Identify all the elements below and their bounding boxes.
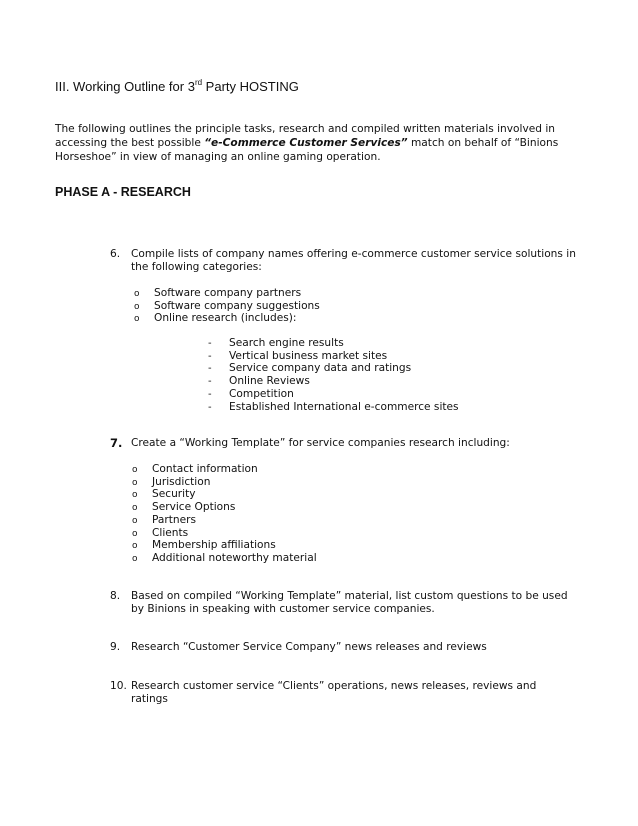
item-number-6: 6. <box>110 248 121 260</box>
item-text-10: Research customer service “Clients” operations, news releases, reviews and ratings <box>131 680 537 705</box>
item-text-6: Compile lists of company names offering e-commerce customer service solutions in the following categories: <box>131 248 576 273</box>
list-item-text: Software company suggestions <box>154 299 320 312</box>
list-item <box>134 287 301 301</box>
bullet-marker: o <box>132 490 138 501</box>
list-item-text: Online research (includes): <box>154 312 297 325</box>
bullet-marker: o <box>134 314 140 325</box>
list-item-text: Service company data and ratings <box>229 362 412 375</box>
intro-text-1: The following outlines the principle tasks, research and compiled written materials involved in accessing the best possible <box>55 123 555 149</box>
list-item-text: Contact information <box>152 463 258 475</box>
dash-marker: - <box>208 376 212 388</box>
item-number-10: 10. <box>110 680 127 692</box>
heading-text-end: Party HOSTING <box>202 79 299 94</box>
list-item-text: Jurisdiction <box>152 475 211 488</box>
bullet-marker: o <box>132 465 138 475</box>
list-item-text: Competition <box>229 387 294 400</box>
dash-marker: - <box>208 363 212 375</box>
item-number-8: 8. <box>110 590 121 602</box>
list-item <box>208 401 459 415</box>
item-text-8: Based on compiled “Working Template” material, list custom questions to be used by Binions in speaking with customer service companies. <box>131 590 568 615</box>
list-item <box>208 388 294 402</box>
heading-superscript: rd <box>194 78 203 87</box>
list-item-text: Vertical business market sites <box>229 349 388 362</box>
list-item-text: Service Options <box>152 501 236 514</box>
list-item <box>132 527 188 541</box>
list-item-text: Established International e-commerce sites <box>229 400 459 413</box>
bullet-marker: o <box>134 289 140 299</box>
list-item <box>208 362 411 376</box>
dash-marker: - <box>208 338 212 349</box>
list-item-text: Membership affiliations <box>152 539 276 552</box>
list-item <box>208 337 344 351</box>
intro-text-2: match on behalf of “Binions Horseshoe” in view of managing an online gaming operation. <box>55 137 559 163</box>
section-heading <box>55 78 299 94</box>
dash-marker: - <box>208 388 212 400</box>
list-item <box>208 375 310 389</box>
dash-marker: - <box>208 401 212 413</box>
list-item <box>132 476 210 490</box>
list-item <box>208 350 387 364</box>
list-item-text: Partners <box>152 513 197 526</box>
list-item <box>132 514 196 528</box>
list-item-text: Additional noteworthy material <box>152 551 317 564</box>
list-item-text: Online Reviews <box>229 375 310 388</box>
item-number-7: 7. <box>110 436 123 450</box>
bullet-marker: o <box>134 301 140 312</box>
list-item <box>134 312 296 326</box>
bullet-marker: o <box>132 477 138 488</box>
phase-title: PHASE A - RESEARCH <box>55 185 191 199</box>
bullet-marker: o <box>132 541 138 552</box>
list-item <box>134 300 320 314</box>
bullet-marker: o <box>132 515 138 526</box>
list-item <box>132 501 235 515</box>
bullet-marker: o <box>132 553 138 564</box>
dash-marker: - <box>208 350 212 362</box>
list-item-text: Software company partners <box>154 287 302 299</box>
item-number-9: 9. <box>110 641 121 653</box>
item-text-9: Research “Customer Service Company” news releases and reviews <box>131 641 487 653</box>
bullet-marker: o <box>132 528 138 539</box>
item-text-7: Create a “Working Template” for service companies research including: <box>131 437 510 449</box>
intro-paragraph <box>55 122 575 164</box>
list-item <box>132 463 258 477</box>
heading-text: III. Working Outline for 3 <box>55 79 195 94</box>
list-item-text: Clients <box>152 526 189 539</box>
list-item <box>132 539 276 553</box>
list-item-text: Search engine results <box>229 337 344 349</box>
list-item-text: Security <box>152 488 196 501</box>
bullet-marker: o <box>132 503 138 514</box>
list-item <box>132 488 196 502</box>
intro-emphasis: “e-Commerce Customer Services” <box>204 137 408 149</box>
list-item <box>132 552 317 566</box>
